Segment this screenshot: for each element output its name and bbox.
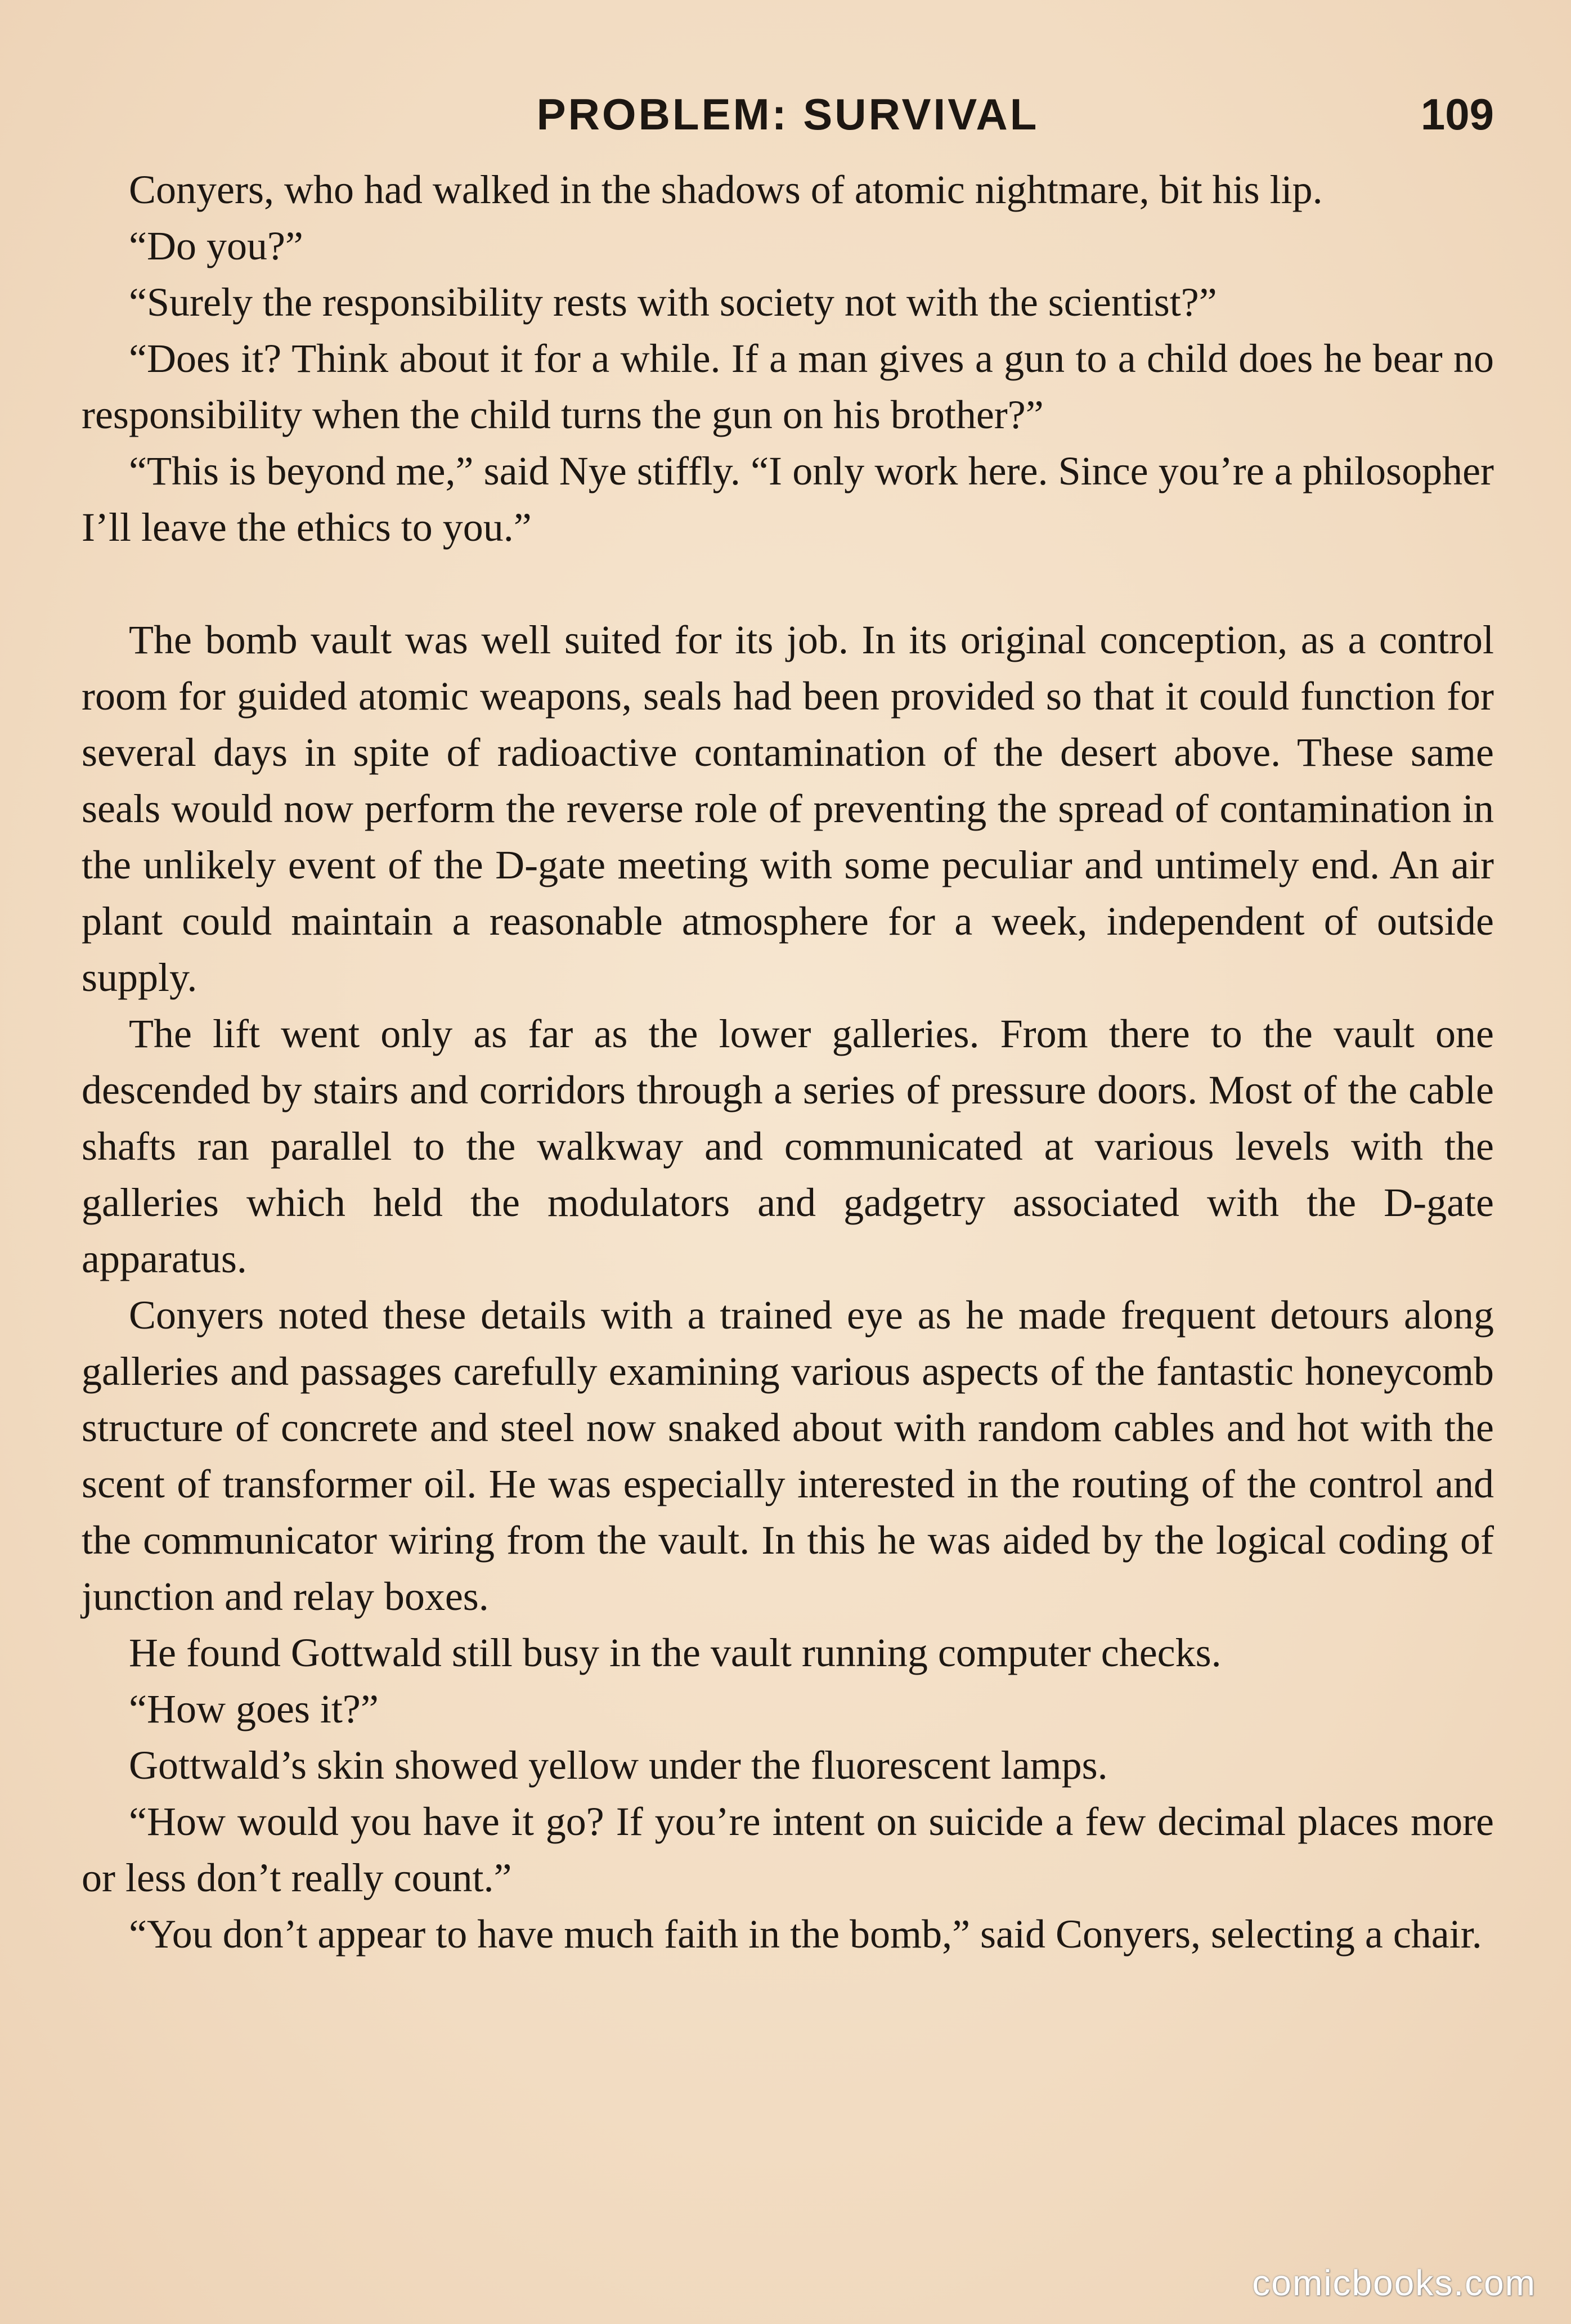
paragraph: The bomb vault was well suited for its job. In its original conception, as a control room for guided atomic weapons, seals had been provided so that it could function for several days in spite of radioactive contamination of the desert above. These same seals would now perform the reverse role of preventing the spread of contamination in the unlikely event of the D-gate meeting with some peculiar and untimely end. An air plant could maintain a reasonable atmosphere for a week, independent of outside supply.	[82, 617, 1494, 1000]
paragraph: “Does it? Think about it for a while. If a man gives a gun to a child does he bear no responsibility when the child turns the gun on his brother?”	[82, 336, 1494, 437]
running-header	[82, 83, 1494, 145]
paragraph: “You don’t appear to have much faith in the bomb,” said Conyers, selecting a chair.	[129, 1912, 1482, 1957]
paragraph: Conyers, who had walked in the shadows of atomic nightmare, bit his lip.	[129, 167, 1323, 212]
section-break	[82, 555, 1494, 612]
paragraph: He found Gottwald still busy in the vault running computer checks.	[129, 1630, 1222, 1675]
body-text	[82, 161, 1494, 1962]
page-number: 109	[1420, 89, 1494, 139]
paragraph: “Surely the responsibility rests with society not with the scientist?”	[129, 280, 1217, 325]
chapter-title: PROBLEM: SURVIVAL	[536, 89, 1039, 139]
paragraph: The lift went only as far as the lower galleries. From there to the vault one descended by stairs and corridors through a series of pressure doors. Most of the cable shafts ran parallel to the walkway and communicated at various levels with the galleries which held the modulators and gadgetry associated with the D-gate apparatus.	[82, 1011, 1494, 1281]
paragraph: “Do you?”	[129, 223, 303, 268]
watermark: comicbooks.com	[1252, 2263, 1536, 2303]
paragraph: “How would you have it go? If you’re intent on suicide a few decimal places more or less don’t really count.”	[82, 1799, 1494, 1900]
paragraph: “How goes it?”	[129, 1686, 379, 1731]
paragraph: “This is beyond me,” said Nye stiffly. “I only work here. Since you’re a philosopher I’ll leave the ethics to you.”	[82, 448, 1494, 550]
paragraph: Conyers noted these details with a trained eye as he made frequent detours along galleries and passages carefully examining various aspects of the fantastic honeycomb structure of concrete and steel now snaked about with random cables and hot with the scent of transformer oil. He was especially interested in the routing of the control and the communicator wiring from the vault. In this he was aided by the logical coding of junction and relay boxes.	[82, 1293, 1494, 1619]
paragraph: Gottwald’s skin showed yellow under the fluorescent lamps.	[129, 1743, 1108, 1788]
